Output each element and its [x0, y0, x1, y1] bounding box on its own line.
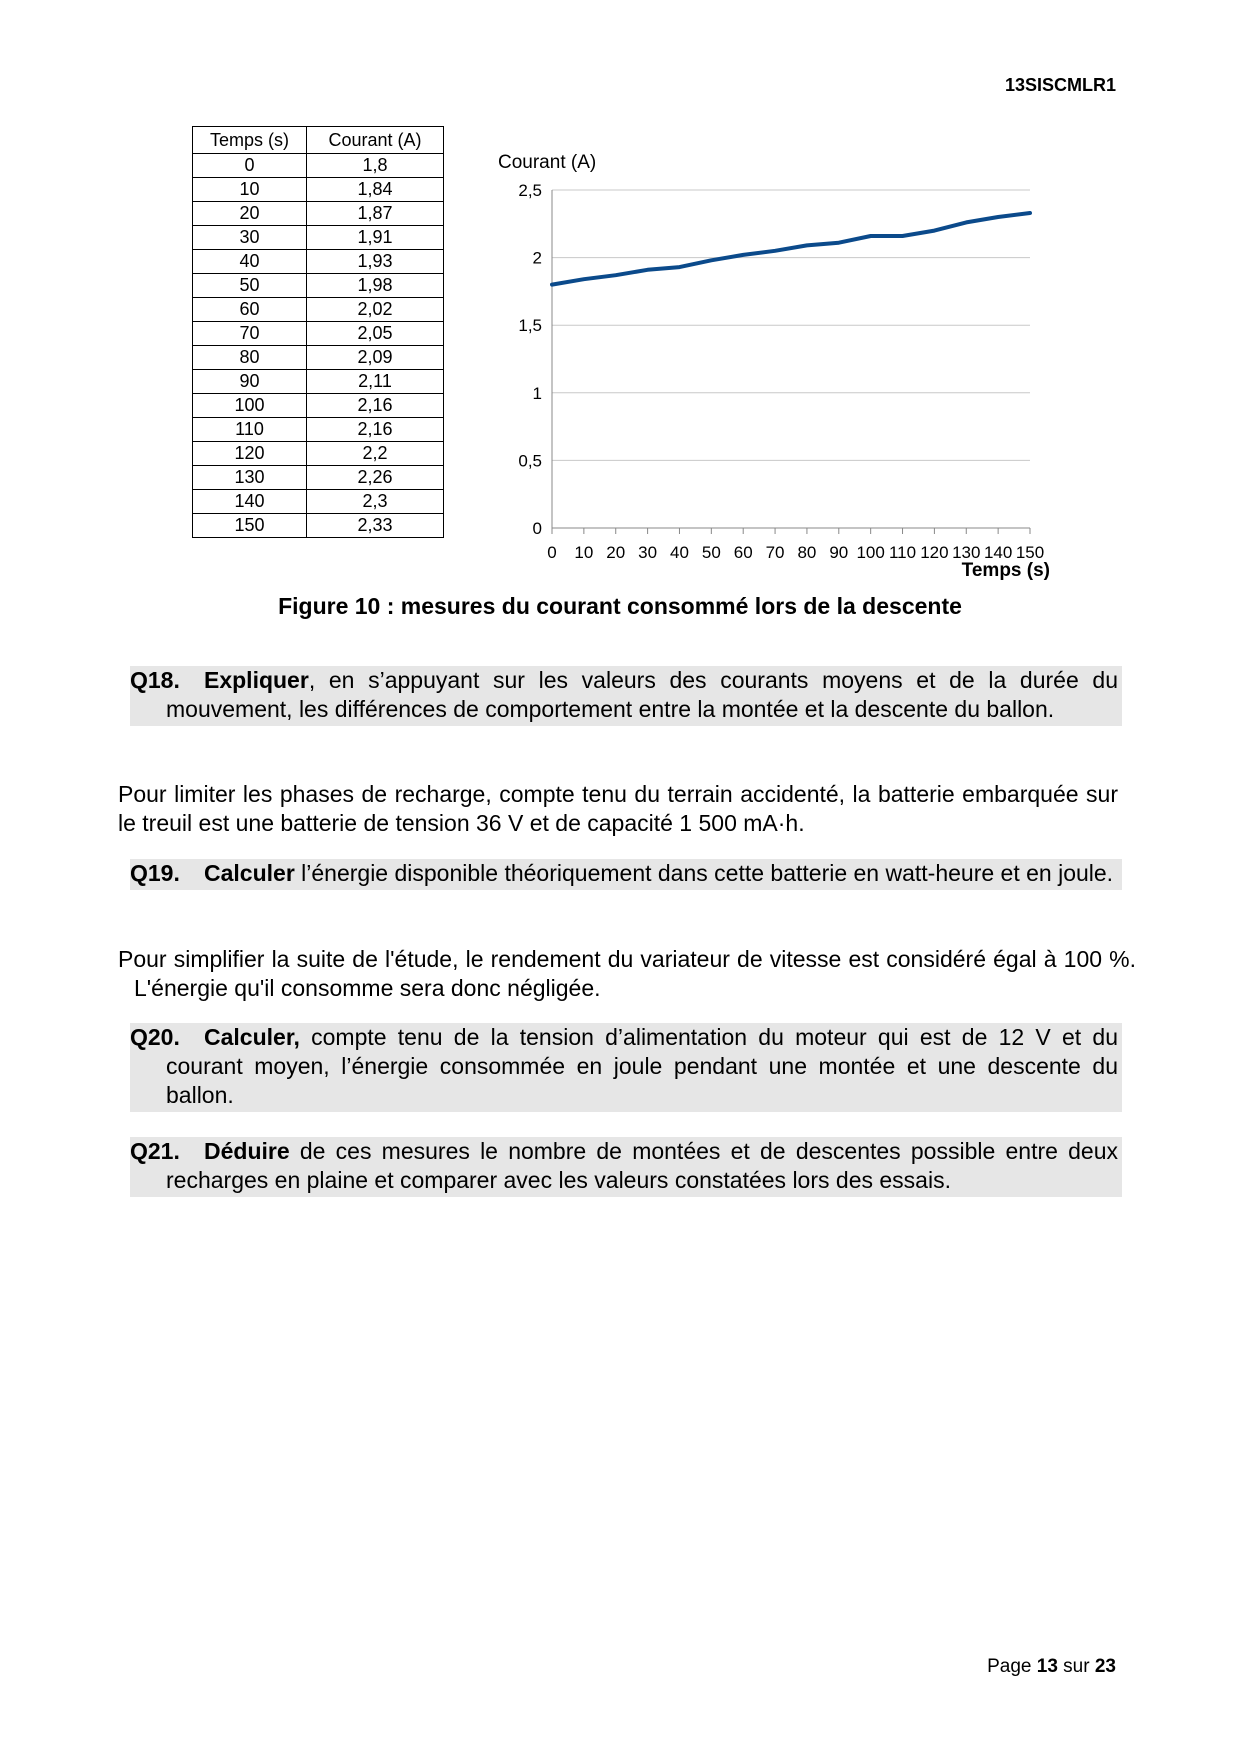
x-tick-label: 30 — [638, 543, 658, 562]
cell-current: 2,09 — [307, 346, 444, 370]
cell-time: 80 — [193, 346, 307, 370]
table-row — [193, 418, 444, 442]
cell-time: 50 — [193, 274, 307, 298]
x-tick-label: 40 — [670, 543, 689, 562]
x-tick-label: 130 — [952, 543, 981, 562]
table-row — [193, 370, 444, 394]
current-series-line — [552, 213, 1030, 285]
column-header-time: Temps (s) — [193, 127, 307, 154]
y-tick-label: 0,5 — [518, 451, 542, 471]
figure-caption: Figure 10 : mesures du courant consommé lors de la descente — [278, 593, 962, 619]
cell-time: 90 — [193, 370, 307, 394]
x-tick-label: 110 — [888, 543, 917, 562]
current-line-chart — [480, 140, 1060, 580]
cell-time: 150 — [193, 514, 307, 538]
x-tick-label: 0 — [547, 543, 557, 562]
table-row — [193, 178, 444, 202]
x-tick-label: 140 — [983, 543, 1013, 562]
x-tick-label: 120 — [920, 543, 949, 562]
cell-current: 2,2 — [307, 442, 444, 466]
paragraph-efficiency — [118, 945, 1136, 1003]
page-total: 23 — [1094, 1656, 1116, 1677]
cell-time: 60 — [193, 298, 307, 322]
question-q19 — [130, 859, 1122, 890]
question-number: Q20. — [130, 1024, 180, 1050]
question-text: de ces mesures le nombre de montées et de descentes possible entre deux recharges en plaine et comparer avec les valeurs constatées lors des essais. — [166, 1138, 1118, 1193]
x-tick-label: 50 — [701, 543, 721, 562]
x-tick-label: 70 — [765, 543, 785, 562]
x-tick-label: 90 — [829, 543, 849, 562]
question-verb: Calculer, — [204, 1024, 300, 1050]
page-current: 13 — [1036, 1656, 1058, 1677]
cell-current: 2,33 — [307, 514, 444, 538]
table-row — [193, 514, 444, 538]
paragraph-efficiency-text: Pour simplifier la suite de l'étude, le rendement du variateur de vitesse est considéré égal à 100 %. L'énergie qu'il consomme sera donc négligée. — [118, 946, 1136, 1001]
y-axis-title: Courant (A) — [498, 152, 597, 173]
question-verb: Expliquer — [204, 667, 309, 693]
question-text: l’énergie disponible théoriquement dans cette batterie en watt-heure et en joule. — [294, 860, 1114, 886]
table-row — [193, 154, 444, 178]
cell-current: 1,84 — [307, 178, 444, 202]
paragraph-battery: Pour limiter les phases de recharge, compte tenu du terrain accidenté, la batterie embarquée sur le treuil est une batterie de tension 36 V et de capacité 1 500 mA·h. — [118, 781, 1118, 836]
y-tick-label: 2,5 — [518, 181, 542, 200]
y-tick-label: 2 — [532, 248, 542, 268]
current-measurements-table — [192, 126, 444, 538]
question-text: , en s’appuyant sur les valeurs des courants moyens et de la durée du mouvement, les différences de comportement entre la montée et la descente du ballon. — [166, 667, 1118, 722]
chart-grid — [552, 190, 1030, 528]
question-verb: Déduire — [204, 1138, 290, 1164]
table-row — [193, 442, 444, 466]
x-tick-labels — [547, 543, 1044, 562]
column-header-current: Courant (A) — [307, 127, 444, 154]
cell-time: 0 — [193, 154, 307, 178]
chart-axes — [552, 190, 1030, 534]
document-code: 13SISCMLR1 — [1004, 75, 1116, 95]
table-row — [193, 298, 444, 322]
cell-current: 2,02 — [307, 298, 444, 322]
table-row — [193, 346, 444, 370]
question-q20 — [130, 1023, 1122, 1112]
table-row — [193, 322, 444, 346]
question-number: Q18. — [130, 667, 180, 693]
cell-current: 1,98 — [307, 274, 444, 298]
table-row — [193, 490, 444, 514]
cell-time: 30 — [193, 226, 307, 250]
page-prefix: Page — [987, 1656, 1032, 1677]
question-text: compte tenu de la tension d’alimentation du moteur qui est de 12 V et du courant moyen, l’énergie consommée en joule pendant une montée et une descente du ballon. — [166, 1024, 1118, 1108]
y-tick-label: 1 — [532, 383, 542, 403]
cell-current: 1,93 — [307, 250, 444, 274]
cell-current: 1,8 — [307, 154, 444, 178]
cell-current: 2,05 — [307, 322, 444, 346]
cell-current: 1,91 — [307, 226, 444, 250]
cell-current: 2,26 — [307, 466, 444, 490]
cell-time: 130 — [193, 466, 307, 490]
cell-time: 70 — [193, 322, 307, 346]
table-row — [193, 394, 444, 418]
question-verb: Calculer — [204, 860, 295, 886]
table-row — [193, 202, 444, 226]
table-body — [193, 154, 444, 538]
x-tick-label: 20 — [606, 543, 626, 562]
y-tick-label: 0 — [532, 519, 542, 538]
cell-current: 2,16 — [307, 394, 444, 418]
cell-time: 20 — [193, 202, 307, 226]
cell-time: 10 — [193, 178, 307, 202]
cell-current: 2,3 — [307, 490, 444, 514]
cell-current: 2,11 — [307, 370, 444, 394]
page-number — [987, 1656, 1116, 1678]
page-separator: sur — [1063, 1656, 1090, 1677]
x-tick-label: 10 — [574, 543, 594, 562]
cell-time: 40 — [193, 250, 307, 274]
cell-time: 100 — [193, 394, 307, 418]
question-number: Q19. — [130, 860, 180, 886]
question-q21 — [130, 1137, 1122, 1197]
cell-time: 120 — [193, 442, 307, 466]
question-q18 — [130, 666, 1122, 726]
x-tick-label: 150 — [1015, 543, 1045, 562]
cell-time: 110 — [193, 418, 307, 442]
cell-current: 2,16 — [307, 418, 444, 442]
cell-current: 1,87 — [307, 202, 444, 226]
table-row — [193, 274, 444, 298]
x-axis-title: Temps (s) — [961, 560, 1050, 580]
table-row — [193, 466, 444, 490]
x-tick-label: 100 — [856, 543, 885, 562]
y-tick-labels — [518, 181, 542, 538]
y-tick-label: 1,5 — [518, 316, 542, 336]
question-number: Q21. — [130, 1138, 180, 1164]
cell-time: 140 — [193, 490, 307, 514]
x-tick-label: 80 — [797, 543, 817, 562]
table-row — [193, 226, 444, 250]
table-header-row — [193, 127, 444, 154]
x-tick-label: 60 — [733, 543, 753, 562]
table-row — [193, 250, 444, 274]
